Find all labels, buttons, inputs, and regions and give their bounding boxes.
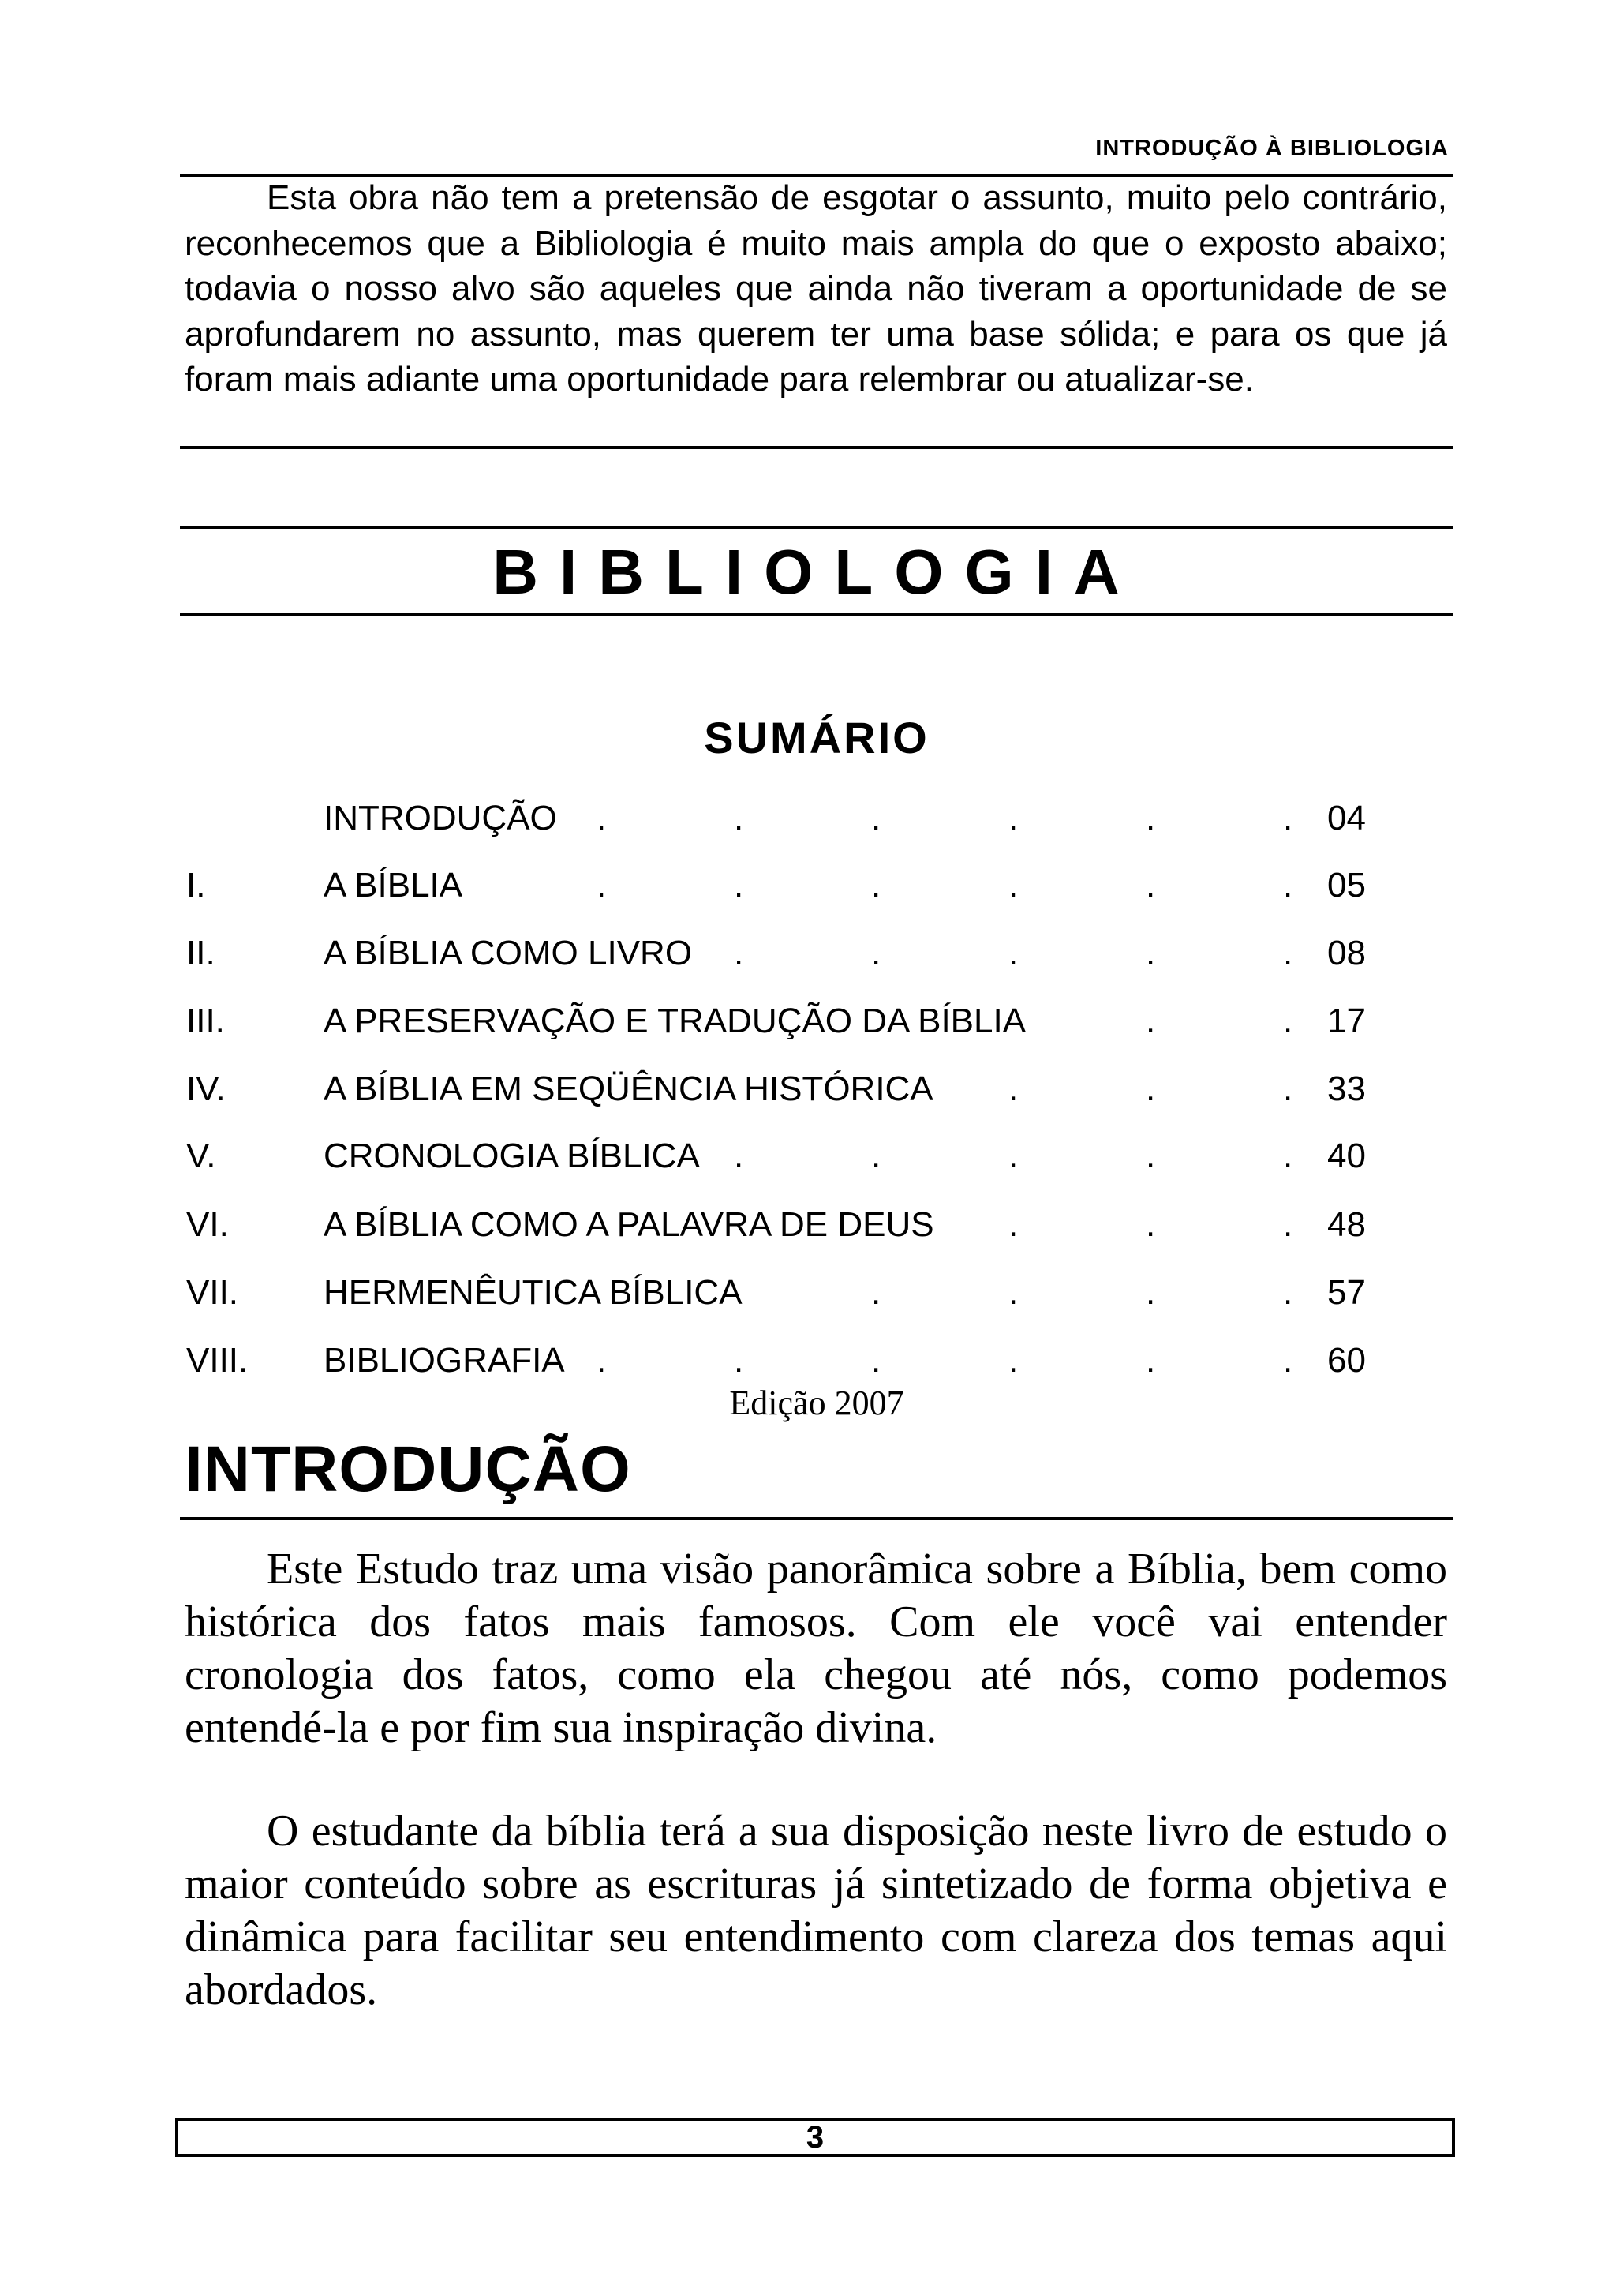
toc-dot-leader: . xyxy=(1283,1002,1293,1040)
preface-paragraph xyxy=(185,175,1447,403)
toc-page: 04 xyxy=(1327,799,1366,837)
toc-number: II. xyxy=(186,934,215,972)
toc-dot-leader: . xyxy=(871,1273,881,1312)
toc-dot-leader: . xyxy=(1146,1002,1156,1040)
toc-label: A BÍBLIA EM SEQÜÊNCIA HISTÓRICA xyxy=(324,1069,933,1108)
toc-dot-leader: . xyxy=(1283,934,1293,972)
toc-page: 60 xyxy=(1327,1341,1366,1380)
toc-number: VIII. xyxy=(186,1341,249,1380)
title-top-rule xyxy=(180,526,1453,529)
toc-dot-leader: . xyxy=(734,934,744,972)
toc-number: I. xyxy=(186,866,206,905)
toc-dot-leader: . xyxy=(1008,1341,1019,1380)
toc-label: BIBLIOGRAFIA xyxy=(324,1341,565,1380)
toc-dot-leader: . xyxy=(734,799,744,837)
toc-page: 57 xyxy=(1327,1273,1366,1312)
introduction-rule xyxy=(180,1517,1453,1520)
toc-dot-leader: . xyxy=(871,799,881,837)
preface-text: Esta obra não tem a pretensão de esgotar o assunto, muito pelo contrário, reconhecemos que a Bibliologia é muito mais ampla do que o exposto abaixo; todavia o nosso alvo são aqueles que ainda não tiveram a oportunidade de se aprofundarem no assunto, mas querem ter uma base sólida; e para os que já foram mais adiante uma oportunidade para relembrar ou atualizar-se. xyxy=(185,178,1447,399)
toc-dot-leader: . xyxy=(1008,1205,1019,1244)
page-number-box xyxy=(175,2118,1455,2157)
toc-dot-leader: . xyxy=(597,1341,607,1380)
toc-page: 33 xyxy=(1327,1069,1366,1108)
toc-dot-leader: . xyxy=(1283,799,1293,837)
page-title: BIBLIOLOGIA xyxy=(492,537,1141,607)
edition-note: Edição 2007 xyxy=(729,1384,904,1422)
toc-label: INTRODUÇÃO xyxy=(324,799,557,837)
toc-label: A BÍBLIA xyxy=(324,866,463,905)
toc-dot-leader: . xyxy=(1283,1137,1293,1175)
toc-dot-leader: . xyxy=(1146,1137,1156,1175)
toc-page: 05 xyxy=(1327,866,1366,905)
toc-dot-leader: . xyxy=(1008,1137,1019,1175)
toc-dot-leader: . xyxy=(1008,934,1019,972)
toc-page: 48 xyxy=(1327,1205,1366,1244)
toc-dot-leader: . xyxy=(1146,1273,1156,1312)
toc-dot-leader: . xyxy=(1283,1069,1293,1108)
toc-dot-leader: . xyxy=(597,799,607,837)
toc-dot-leader: . xyxy=(1283,1341,1293,1380)
toc-dot-leader: . xyxy=(871,1341,881,1380)
toc-number: III. xyxy=(186,1002,225,1040)
toc-dot-leader: . xyxy=(1283,866,1293,905)
preface-bottom-rule xyxy=(180,446,1453,449)
toc-label: HERMENÊUTICA BÍBLICA xyxy=(324,1273,743,1312)
toc-label: A BÍBLIA COMO LIVRO xyxy=(324,934,693,972)
toc-dot-leader: . xyxy=(1146,866,1156,905)
introduction-heading: INTRODUÇÃO xyxy=(185,1433,631,1505)
toc-dot-leader: . xyxy=(1146,1341,1156,1380)
toc-page: 17 xyxy=(1327,1002,1366,1040)
toc-dot-leader: . xyxy=(1008,1069,1019,1108)
toc-page: 08 xyxy=(1327,934,1366,972)
toc-dot-leader: . xyxy=(1008,866,1019,905)
introduction-paragraph-2: O estudante da bíblia terá a sua disposição neste livro de estudo o maior conteúdo sobre as escrituras já sintetizado de forma objetiva e dinâmica para facilitar seu entendimento com clareza dos temas aqui abordados. xyxy=(185,1807,1447,2014)
toc-dot-leader: . xyxy=(871,866,881,905)
toc-dot-leader: . xyxy=(734,1341,744,1380)
toc-dot-leader: . xyxy=(871,1137,881,1175)
toc-number: VI. xyxy=(186,1205,229,1244)
toc-label: A PRESERVAÇÃO E TRADUÇÃO DA BÍBLIA xyxy=(324,1002,1027,1040)
page-number: 3 xyxy=(806,2120,825,2155)
title-bottom-rule xyxy=(180,613,1453,616)
toc-dot-leader: . xyxy=(597,866,607,905)
toc-label: A BÍBLIA COMO A PALAVRA DE DEUS xyxy=(324,1205,934,1244)
toc-dot-leader: . xyxy=(734,1137,744,1175)
toc-number: V. xyxy=(186,1137,216,1175)
toc-dot-leader: . xyxy=(871,934,881,972)
toc-number: IV. xyxy=(186,1069,226,1108)
toc-dot-leader: . xyxy=(1146,1205,1156,1244)
toc-label: CRONOLOGIA BÍBLICA xyxy=(324,1137,700,1175)
running-header: INTRODUÇÃO À BIBLIOLOGIA xyxy=(1095,136,1449,161)
toc-dot-leader: . xyxy=(1146,934,1156,972)
toc-dot-leader: . xyxy=(1008,799,1019,837)
toc-number: VII. xyxy=(186,1273,239,1312)
summary-heading: SUMÁRIO xyxy=(704,713,930,762)
toc-dot-leader: . xyxy=(1146,1069,1156,1108)
toc-dot-leader: . xyxy=(1008,1273,1019,1312)
toc-dot-leader: . xyxy=(1146,799,1156,837)
toc-page: 40 xyxy=(1327,1137,1366,1175)
toc-dot-leader: . xyxy=(734,866,744,905)
toc-dot-leader: . xyxy=(1283,1273,1293,1312)
introduction-paragraph-1: Este Estudo traz uma visão panorâmica sobre a Bíblia, bem como histórica dos fatos mais famosos. Com ele você vai entender cronologia dos fatos, como ela chegou até nós, como podemos entendé-la e por fim sua inspiração divina. xyxy=(185,1545,1447,1752)
toc-dot-leader: . xyxy=(1283,1205,1293,1244)
